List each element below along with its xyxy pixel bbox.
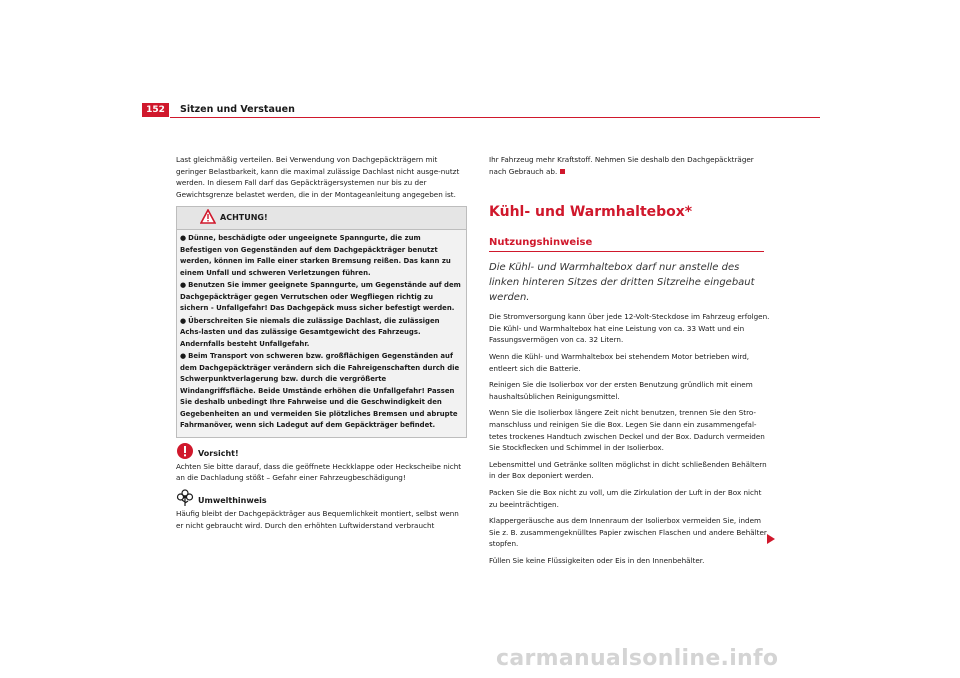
body-paragraph: Wenn Sie die Isolierbox längere Zeit nicht benutzen, trennen Sie den Stro-manschluss und reinigen Sie die Box. Legen Sie dann ein zusammengefal-tetes trockenes Handtuch zwischen Deckel und der Box. Dadurch vermeiden Sie Stockflecken und Schimmel in der Isolierbox.: [489, 408, 765, 453]
caution-header: [176, 442, 467, 461]
section-title: Kühl- und Warmhaltebox*: [489, 204, 693, 221]
intro-paragraph: Last gleichmäßig verteilen. Bei Verwendung von Dachgepäckträgern mit geringer Belastbarkeit, kann die maximal zulässige Dachlast nicht ausge-nutzt werden. In diesem Fall darf das Gepäckträgersystemen nur bis zu der Gewichtsgrenze belastet werden, die in der Montageanleitung angegeben ist.: [176, 155, 460, 199]
warning-title: ACHTUNG!: [220, 213, 268, 223]
header-divider: [170, 117, 820, 118]
bullet-icon: ●: [180, 234, 187, 243]
warning-triangle-icon: [200, 209, 216, 228]
page-number: 152: [142, 103, 169, 117]
warning-item: [180, 351, 462, 432]
body-paragraph: Reinigen Sie die Isolierbox vor der ersten Benutzung gründlich mit einem haushaltsüblichen Reinigungsmittel.: [489, 380, 753, 401]
bullet-icon: ●: [180, 352, 187, 361]
next-page-arrow-icon[interactable]: [767, 534, 775, 544]
warning-body: [177, 230, 466, 437]
warning-item-text: Benutzen Sie immer geeignete Spanngurte, um Gegenstände auf dem Dachgepäckträger gegen Verrutschen oder Wegfliegen richtig zu sichern - Unfallgefahr! Das Dachgepäck muss sicher befestigt werden.: [180, 281, 461, 313]
right-column: [489, 154, 770, 571]
environment-text: Häufig bleibt der Dachgepäckträger aus Bequemlichkeit montiert, selbst wenn er nicht gebraucht wird. Durch den erhöhten Luftwiderstand verbraucht: [176, 509, 459, 530]
left-column: [176, 154, 467, 536]
bullet-icon: ●: [180, 316, 187, 325]
chapter-title: Sitzen und Verstauen: [180, 104, 295, 115]
warning-item: [180, 233, 462, 279]
end-of-section-icon: [560, 169, 565, 174]
body-paragraph: Die Stromversorgung kann über jede 12-Volt-Steckdose im Fahrzeug erfolgen. Die Kühl- und Warmhaltebox hat eine Leistung von ca. 33 Watt und ein Fassungsvermögen von ca. 32 Litern.: [489, 312, 770, 345]
warning-item-text: Überschreiten Sie niemals die zulässige Dachlast, die zulässigen Achs-lasten und das zulässige Gesamtgewicht des Fahrzeugs. Andernfalls besteht Unfallgefahr.: [180, 316, 440, 348]
environment-header: [176, 489, 467, 508]
watermark: carmanualsonline.info: [496, 646, 779, 671]
body-paragraph: Lebensmittel und Getränke sollten möglichst in dicht schließenden Behältern in der Box deponiert werden.: [489, 459, 767, 481]
environment-title: Umwelthinweis: [198, 496, 267, 506]
body-paragraph: Füllen Sie keine Flüssigkeiten oder Eis in den Innenbehälter.: [489, 555, 705, 565]
body-paragraph: Wenn die Kühl- und Warmhaltebox bei stehendem Motor betrieben wird, entleert sich die Batterie.: [489, 351, 750, 373]
body-paragraph: Klappergeräusche aus dem Innenraum der Isolierbox vermeiden Sie, indem Sie z. B. zusammengeknülltes Papier zwischen Flaschen und andere Behälter stopfen.: [489, 516, 767, 549]
caution-icon: [176, 442, 194, 464]
subsection-title: Nutzungshinweise: [489, 236, 764, 252]
continuation-text: Ihr Fahrzeug mehr Kraftstoff. Nehmen Sie deshalb den Dachgepäckträger nach Gebrauch ab.: [489, 155, 754, 176]
warning-item: [180, 316, 462, 351]
warning-header: [177, 207, 466, 230]
continuation-paragraph: [489, 154, 770, 177]
lead-text: Die Kühl- und Warmhaltebox darf nur anstelle des linken hinteren Sitzes der dritten Sitzreihe eingebaut werden.: [489, 262, 755, 304]
bullet-icon: ●: [180, 281, 187, 290]
caution-title: Vorsicht!: [198, 448, 239, 458]
flower-icon: [176, 489, 194, 511]
body-paragraph: Packen Sie die Box nicht zu voll, um die Zirkulation der Luft in der Box nicht zu beeinträchtigen.: [489, 487, 762, 509]
warning-box: [176, 206, 467, 438]
warning-item-text: Dünne, beschädigte oder ungeeignete Spanngurte, die zum Befestigen von Gegenständen auf dem Dachgepäckträger benutzt werden, können im Falle einer starken Bremsung reißen. Das kann zu einem Unfall und schweren Verletzungen führen.: [180, 234, 451, 277]
caution-text: Achten Sie bitte darauf, dass die geöffnete Heckklappe oder Heckscheibe nicht an die Dachladung stößt – Gefahr einer Fahrzeugbeschädigung!: [176, 461, 462, 483]
warning-item: [180, 280, 462, 315]
warning-item-text: Beim Transport von schweren bzw. großflächigen Gegenständen auf dem Dachgepäckträger verändern sich die Fahreigenschaften durch die Schwerpunktverlagerung bzw. durch die vergrößerte Windangriffsfläche. Beide Umstände erhöhen die Unfallgefahr! Passen Sie deshalb unbedingt Ihre Fahrweise und die Geschwindigkeit den Gegebenheiten an und vermeiden Sie plötzliches Bremsen und abrupte Fahrmanöver, wenn sich Ladegut auf dem Gepäckträger befindet.: [180, 352, 460, 430]
